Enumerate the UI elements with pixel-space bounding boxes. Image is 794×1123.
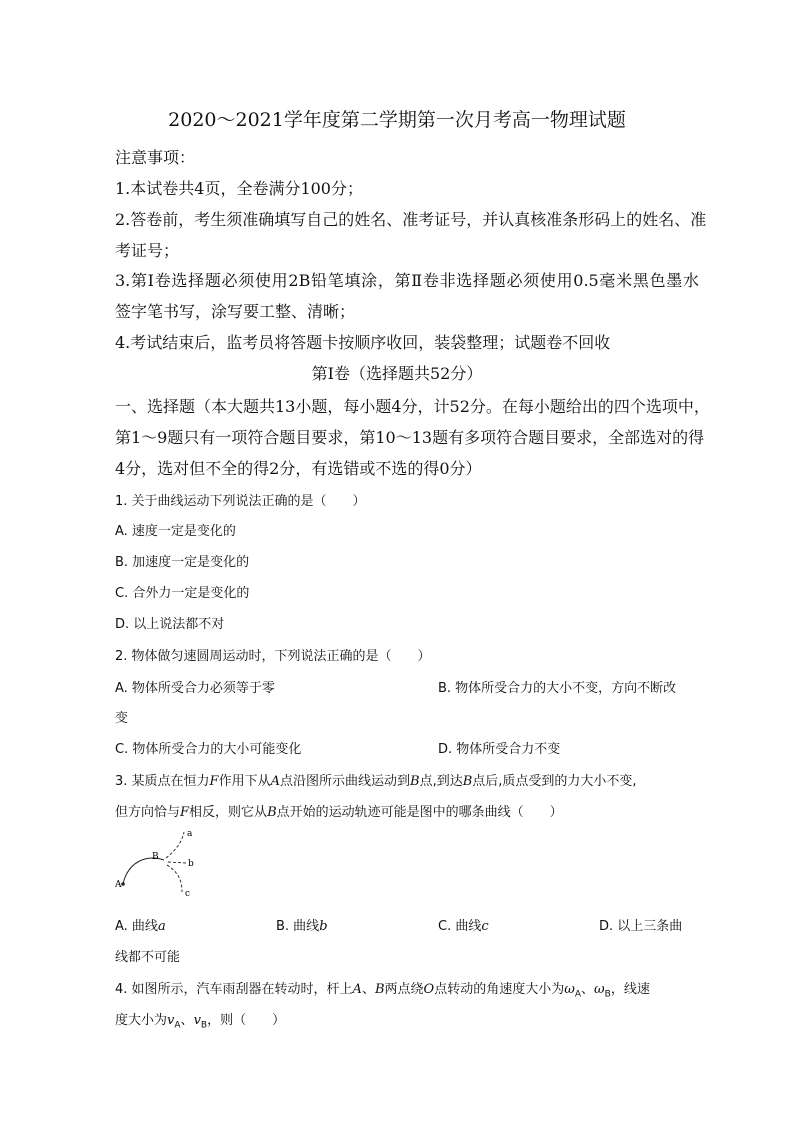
curve-b: [168, 862, 186, 863]
q1-option-a: A. 速度一定是变化的: [115, 524, 236, 539]
q1-option-b: B. 加速度一定是变化的: [115, 555, 250, 570]
section-heading: 第Ⅰ卷（选择题共52分）: [311, 364, 483, 383]
q3-stem-line-1: 3. 某质点在恒力F作用下从A点沿图所示曲线运动到B点,到达B点后,质点受到的力大小不变,: [115, 774, 637, 789]
q4-stem-line-1: 4. 如图所示，汽车雨刮器在转动时，杆上A、B两点绕O点转动的角速度大小为$\omega_A$、$\omega_B$，线速: [115, 982, 650, 1000]
notice-item-1: 1.本试卷共4页，全卷满分100分；: [115, 179, 363, 198]
q3-option-b: B. 曲线b: [276, 919, 328, 934]
q3-stem-line-2: 但方向恰与F相反，则它从B点开始的运动轨迹可能是图中的哪条曲线（ ）: [115, 805, 563, 820]
trajectory-figure: [110, 826, 210, 906]
notice-item-4: 4.考试结束后，监考员将答题卡按顺序收回，装袋整理；试题卷不回收: [115, 333, 611, 352]
section-instructions-2: 第1～9题只有一项符合题目要求，第10～13题有多项符合题目要求，全部选对的得: [115, 428, 705, 447]
q3-option-c: C. 曲线c: [438, 919, 489, 934]
figure-label-b: b: [188, 859, 194, 869]
q3-option-d: D. 以上三条曲: [599, 919, 683, 934]
section-instructions-3: 4分，选对但不全的得2分，有选错或不选的得0分）: [115, 459, 482, 478]
notice-item-3-cont: 签字笔书写，涂写要工整、清晰；: [115, 302, 356, 321]
notice-item-2: 2.答卷前，考生须准确填写自己的姓名、准考证号，并认真核准条形码上的姓名、准: [115, 210, 707, 229]
point-a-dot: [121, 882, 125, 886]
q1-option-c: C. 合外力一定是变化的: [115, 586, 250, 601]
figure-label-c: c: [185, 889, 191, 899]
figure-label-a: a: [187, 829, 193, 839]
q2-stem: 2. 物体做匀速圆周运动时，下列说法正确的是（ ）: [115, 649, 431, 664]
curve-c: [167, 865, 182, 892]
notice-item-3: 3.第Ⅰ卷选择题必须使用2B铅笔填涂，第Ⅱ卷非选择题必须使用0.5毫米黑色墨水: [115, 271, 699, 290]
q2-option-b: B. 物体所受合力的大小不变，方向不断改: [438, 681, 677, 696]
q3-option-d-cont: 线都不可能: [115, 950, 181, 965]
page-title: 2020～2021学年度第二学期第一次月考高一物理试题: [168, 109, 626, 131]
curve-a: [166, 832, 184, 858]
figure-label-A: A: [115, 880, 122, 890]
q2-option-c: C. 物体所受合力的大小可能变化: [115, 742, 302, 757]
q1-option-d: D. 以上说法都不对: [115, 617, 225, 632]
q2-option-b-cont: 变: [115, 711, 129, 726]
notice-heading: 注意事项：: [115, 148, 196, 167]
section-instructions-1: 一、选择题（本大题共13小题，每小题4分，计52分。在每小题给出的四个选项中，: [115, 397, 710, 416]
q1-stem: 1. 关于曲线运动下列说法正确的是（ ）: [115, 494, 366, 509]
q2-option-a: A. 物体所受合力必须等于零: [115, 681, 275, 696]
figure-label-B: B: [152, 852, 159, 862]
q2-option-d: D. 物体所受合力不变: [438, 742, 561, 757]
q3-option-a: A. 曲线a: [115, 919, 166, 934]
q4-stem-line-2: 度大小为$v_A$、$v_B$，则（ ）: [115, 1013, 286, 1031]
notice-item-2-cont: 考证号；: [115, 241, 180, 260]
